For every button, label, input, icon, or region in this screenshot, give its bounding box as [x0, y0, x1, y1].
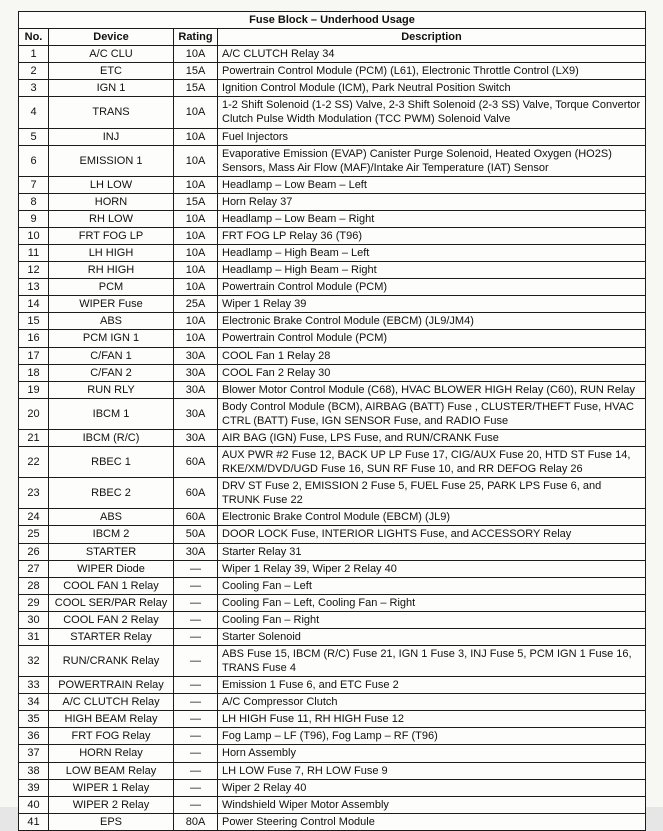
cell-description: A/C Compressor Clutch	[218, 694, 646, 711]
cell-description: Headlamp – High Beam – Right	[218, 262, 646, 279]
cell-rating: 80A	[174, 813, 218, 830]
cell-no: 14	[19, 296, 49, 313]
cell-device: HORN Relay	[49, 745, 174, 762]
cell-no: 7	[19, 176, 49, 193]
cell-rating: 50A	[174, 526, 218, 543]
cell-no: 17	[19, 347, 49, 364]
cell-device: IGN 1	[49, 80, 174, 97]
cell-device: FRT FOG Relay	[49, 728, 174, 745]
table-row	[19, 210, 646, 227]
cell-no: 8	[19, 193, 49, 210]
cell-description: Power Steering Control Module	[218, 813, 646, 830]
cell-no: 26	[19, 543, 49, 560]
table-row	[19, 145, 646, 176]
cell-no: 20	[19, 398, 49, 429]
cell-rating: 30A	[174, 398, 218, 429]
fuse-table-body	[19, 46, 646, 831]
cell-description: Wiper 1 Relay 39	[218, 296, 646, 313]
cell-rating: 60A	[174, 478, 218, 509]
cell-description: Powertrain Control Module (PCM) (L61), Electronic Throttle Control (LX9)	[218, 63, 646, 80]
cell-device: IBCM (R/C)	[49, 429, 174, 446]
cell-device: ETC	[49, 63, 174, 80]
cell-device: RH HIGH	[49, 262, 174, 279]
cell-description: Cooling Fan – Right	[218, 611, 646, 628]
cell-rating: 10A	[174, 262, 218, 279]
cell-no: 2	[19, 63, 49, 80]
cell-no: 10	[19, 228, 49, 245]
table-row	[19, 594, 646, 611]
cell-rating: 60A	[174, 447, 218, 478]
cell-rating: 10A	[174, 97, 218, 128]
table-row	[19, 447, 646, 478]
cell-device: WIPER Fuse	[49, 296, 174, 313]
cell-description: Body Control Module (BCM), AIRBAG (BATT) Fuse , CLUSTER/THEFT Fuse, HVAC CTRL (BATT) Fuse, IGN SENSOR Fuse, and RADIO Fuse	[218, 398, 646, 429]
table-row	[19, 228, 646, 245]
cell-rating: 15A	[174, 80, 218, 97]
cell-device: IBCM 1	[49, 398, 174, 429]
table-row	[19, 176, 646, 193]
table-row	[19, 347, 646, 364]
column-header-rating: Rating	[174, 29, 218, 46]
table-row	[19, 262, 646, 279]
cell-rating: 10A	[174, 228, 218, 245]
cell-device: WIPER 1 Relay	[49, 779, 174, 796]
table-row	[19, 796, 646, 813]
cell-device: RUN RLY	[49, 381, 174, 398]
cell-rating: 10A	[174, 210, 218, 227]
cell-description: COOL Fan 2 Relay 30	[218, 364, 646, 381]
cell-description: Powertrain Control Module (PCM)	[218, 279, 646, 296]
cell-no: 25	[19, 526, 49, 543]
cell-device: WIPER Diode	[49, 560, 174, 577]
cell-no: 40	[19, 796, 49, 813]
cell-device: A/C CLU	[49, 46, 174, 63]
table-row	[19, 560, 646, 577]
cell-device: INJ	[49, 128, 174, 145]
cell-rating: —	[174, 611, 218, 628]
fuse-block-table	[18, 11, 646, 831]
cell-device: POWERTRAIN Relay	[49, 677, 174, 694]
cell-rating: —	[174, 594, 218, 611]
cell-description: Ignition Control Module (ICM), Park Neutral Position Switch	[218, 80, 646, 97]
column-header-device: Device	[49, 29, 174, 46]
cell-device: COOL FAN 2 Relay	[49, 611, 174, 628]
cell-device: HIGH BEAM Relay	[49, 711, 174, 728]
table-row	[19, 381, 646, 398]
cell-no: 23	[19, 478, 49, 509]
cell-device: RH LOW	[49, 210, 174, 227]
cell-rating: 10A	[174, 176, 218, 193]
cell-description: 1-2 Shift Solenoid (1-2 SS) Valve, 2-3 Shift Solenoid (2-3 SS) Valve, Torque Convertor Clutch Pulse Width Modulation (TCC PWM) Solenoid Valve	[218, 97, 646, 128]
cell-device: ABS	[49, 509, 174, 526]
cell-rating: —	[174, 677, 218, 694]
cell-rating: 25A	[174, 296, 218, 313]
cell-description: Headlamp – High Beam – Left	[218, 245, 646, 262]
cell-description: Starter Relay 31	[218, 543, 646, 560]
cell-description: DRV ST Fuse 2, EMISSION 2 Fuse 5, FUEL Fuse 25, PARK LPS Fuse 6, and TRUNK Fuse 22	[218, 478, 646, 509]
cell-description: Horn Relay 37	[218, 193, 646, 210]
cell-no: 13	[19, 279, 49, 296]
table-row	[19, 779, 646, 796]
cell-rating: 10A	[174, 46, 218, 63]
cell-device: EPS	[49, 813, 174, 830]
cell-device: STARTER Relay	[49, 628, 174, 645]
cell-no: 37	[19, 745, 49, 762]
table-row	[19, 677, 646, 694]
cell-no: 3	[19, 80, 49, 97]
cell-rating: 10A	[174, 330, 218, 347]
cell-rating: 30A	[174, 347, 218, 364]
cell-description: ABS Fuse 15, IBCM (R/C) Fuse 21, IGN 1 Fuse 3, INJ Fuse 5, PCM IGN 1 Fuse 16, TRANS Fuse 4	[218, 645, 646, 676]
cell-rating: 10A	[174, 245, 218, 262]
cell-rating: —	[174, 694, 218, 711]
cell-description: Emission 1 Fuse 6, and ETC Fuse 2	[218, 677, 646, 694]
cell-description: LH LOW Fuse 7, RH LOW Fuse 9	[218, 762, 646, 779]
cell-description: AIR BAG (IGN) Fuse, LPS Fuse, and RUN/CRANK Fuse	[218, 429, 646, 446]
cell-rating: —	[174, 762, 218, 779]
cell-device: RUN/CRANK Relay	[49, 645, 174, 676]
cell-description: Fog Lamp – LF (T96), Fog Lamp – RF (T96)	[218, 728, 646, 745]
table-row	[19, 193, 646, 210]
cell-device: RBEC 1	[49, 447, 174, 478]
cell-device: EMISSION 1	[49, 145, 174, 176]
column-header-description: Description	[218, 29, 646, 46]
cell-device: IBCM 2	[49, 526, 174, 543]
table-row	[19, 330, 646, 347]
cell-rating: 30A	[174, 543, 218, 560]
table-row	[19, 628, 646, 645]
cell-device: RBEC 2	[49, 478, 174, 509]
cell-rating: —	[174, 711, 218, 728]
cell-description: COOL Fan 1 Relay 28	[218, 347, 646, 364]
cell-no: 32	[19, 645, 49, 676]
cell-no: 34	[19, 694, 49, 711]
table-row	[19, 813, 646, 830]
cell-description: Starter Solenoid	[218, 628, 646, 645]
cell-description: FRT FOG LP Relay 36 (T96)	[218, 228, 646, 245]
cell-device: COOL FAN 1 Relay	[49, 577, 174, 594]
cell-no: 21	[19, 429, 49, 446]
cell-rating: 10A	[174, 145, 218, 176]
cell-no: 19	[19, 381, 49, 398]
cell-rating: 10A	[174, 128, 218, 145]
cell-device: FRT FOG LP	[49, 228, 174, 245]
cell-no: 6	[19, 145, 49, 176]
cell-rating: 30A	[174, 429, 218, 446]
cell-rating: 10A	[174, 313, 218, 330]
cell-device: A/C CLUTCH Relay	[49, 694, 174, 711]
column-header-no: No.	[19, 29, 49, 46]
cell-no: 38	[19, 762, 49, 779]
table-title-row	[19, 12, 646, 29]
cell-rating: —	[174, 560, 218, 577]
cell-no: 9	[19, 210, 49, 227]
table-row	[19, 364, 646, 381]
table-header-row	[19, 29, 646, 46]
cell-rating: 15A	[174, 63, 218, 80]
cell-device: ABS	[49, 313, 174, 330]
cell-no: 39	[19, 779, 49, 796]
cell-no: 30	[19, 611, 49, 628]
table-row	[19, 398, 646, 429]
table-row	[19, 526, 646, 543]
cell-no: 29	[19, 594, 49, 611]
table-row	[19, 611, 646, 628]
cell-description: DOOR LOCK Fuse, INTERIOR LIGHTS Fuse, and ACCESSORY Relay	[218, 526, 646, 543]
cell-rating: 60A	[174, 509, 218, 526]
cell-no: 41	[19, 813, 49, 830]
cell-device: TRANS	[49, 97, 174, 128]
cell-no: 33	[19, 677, 49, 694]
cell-no: 18	[19, 364, 49, 381]
cell-device: C/FAN 1	[49, 347, 174, 364]
cell-device: LH HIGH	[49, 245, 174, 262]
cell-description: Wiper 1 Relay 39, Wiper 2 Relay 40	[218, 560, 646, 577]
cell-rating: —	[174, 796, 218, 813]
cell-description: Powertrain Control Module (PCM)	[218, 330, 646, 347]
cell-no: 27	[19, 560, 49, 577]
cell-device: LH LOW	[49, 176, 174, 193]
cell-no: 1	[19, 46, 49, 63]
cell-description: Cooling Fan – Left	[218, 577, 646, 594]
cell-description: LH HIGH Fuse 11, RH HIGH Fuse 12	[218, 711, 646, 728]
table-row	[19, 46, 646, 63]
table-row	[19, 80, 646, 97]
cell-rating: —	[174, 728, 218, 745]
cell-description: A/C CLUTCH Relay 34	[218, 46, 646, 63]
cell-no: 4	[19, 97, 49, 128]
cell-device: PCM	[49, 279, 174, 296]
cell-no: 35	[19, 711, 49, 728]
cell-rating: —	[174, 628, 218, 645]
cell-description: Electronic Brake Control Module (EBCM) (JL9)	[218, 509, 646, 526]
cell-rating: —	[174, 577, 218, 594]
cell-description: Cooling Fan – Left, Cooling Fan – Right	[218, 594, 646, 611]
cell-description: Wiper 2 Relay 40	[218, 779, 646, 796]
cell-description: Electronic Brake Control Module (EBCM) (JL9/JM4)	[218, 313, 646, 330]
table-row	[19, 313, 646, 330]
table-row	[19, 509, 646, 526]
cell-description: Fuel Injectors	[218, 128, 646, 145]
cell-description: Windshield Wiper Motor Assembly	[218, 796, 646, 813]
table-row	[19, 279, 646, 296]
cell-rating: 15A	[174, 193, 218, 210]
cell-no: 36	[19, 728, 49, 745]
cell-description: Blower Motor Control Module (C68), HVAC BLOWER HIGH Relay (C60), RUN Relay	[218, 381, 646, 398]
table-row	[19, 245, 646, 262]
table-row	[19, 645, 646, 676]
table-title: Fuse Block – Underhood Usage	[19, 12, 646, 29]
cell-no: 24	[19, 509, 49, 526]
cell-no: 22	[19, 447, 49, 478]
cell-device: WIPER 2 Relay	[49, 796, 174, 813]
cell-device: HORN	[49, 193, 174, 210]
cell-description: Headlamp – Low Beam – Right	[218, 210, 646, 227]
table-row	[19, 577, 646, 594]
cell-no: 12	[19, 262, 49, 279]
cell-no: 15	[19, 313, 49, 330]
cell-device: PCM IGN 1	[49, 330, 174, 347]
cell-rating: —	[174, 779, 218, 796]
cell-device: STARTER	[49, 543, 174, 560]
cell-device: LOW BEAM Relay	[49, 762, 174, 779]
cell-no: 28	[19, 577, 49, 594]
table-row	[19, 728, 646, 745]
cell-device: COOL SER/PAR Relay	[49, 594, 174, 611]
table-row	[19, 711, 646, 728]
cell-description: Headlamp – Low Beam – Left	[218, 176, 646, 193]
table-row	[19, 543, 646, 560]
cell-no: 5	[19, 128, 49, 145]
cell-no: 16	[19, 330, 49, 347]
cell-rating: 30A	[174, 364, 218, 381]
table-row	[19, 63, 646, 80]
table-row	[19, 762, 646, 779]
cell-no: 31	[19, 628, 49, 645]
cell-rating: —	[174, 745, 218, 762]
table-row	[19, 478, 646, 509]
table-row	[19, 128, 646, 145]
cell-rating: —	[174, 645, 218, 676]
table-row	[19, 296, 646, 313]
cell-rating: 30A	[174, 381, 218, 398]
cell-description: Horn Assembly	[218, 745, 646, 762]
cell-rating: 10A	[174, 279, 218, 296]
table-row	[19, 694, 646, 711]
cell-description: Evaporative Emission (EVAP) Canister Purge Solenoid, Heated Oxygen (HO2S) Sensors, Mass Air Flow (MAF)/Intake Air Temperature (IAT) Sensor	[218, 145, 646, 176]
table-row	[19, 429, 646, 446]
cell-no: 11	[19, 245, 49, 262]
cell-description: AUX PWR #2 Fuse 12, BACK UP LP Fuse 17, CIG/AUX Fuse 20, HTD ST Fuse 14, RKE/XM/DVD/UGD Fuse 16, SUN RF Fuse 10, and RR DEFOG Relay 26	[218, 447, 646, 478]
table-row	[19, 97, 646, 128]
cell-device: C/FAN 2	[49, 364, 174, 381]
table-row	[19, 745, 646, 762]
